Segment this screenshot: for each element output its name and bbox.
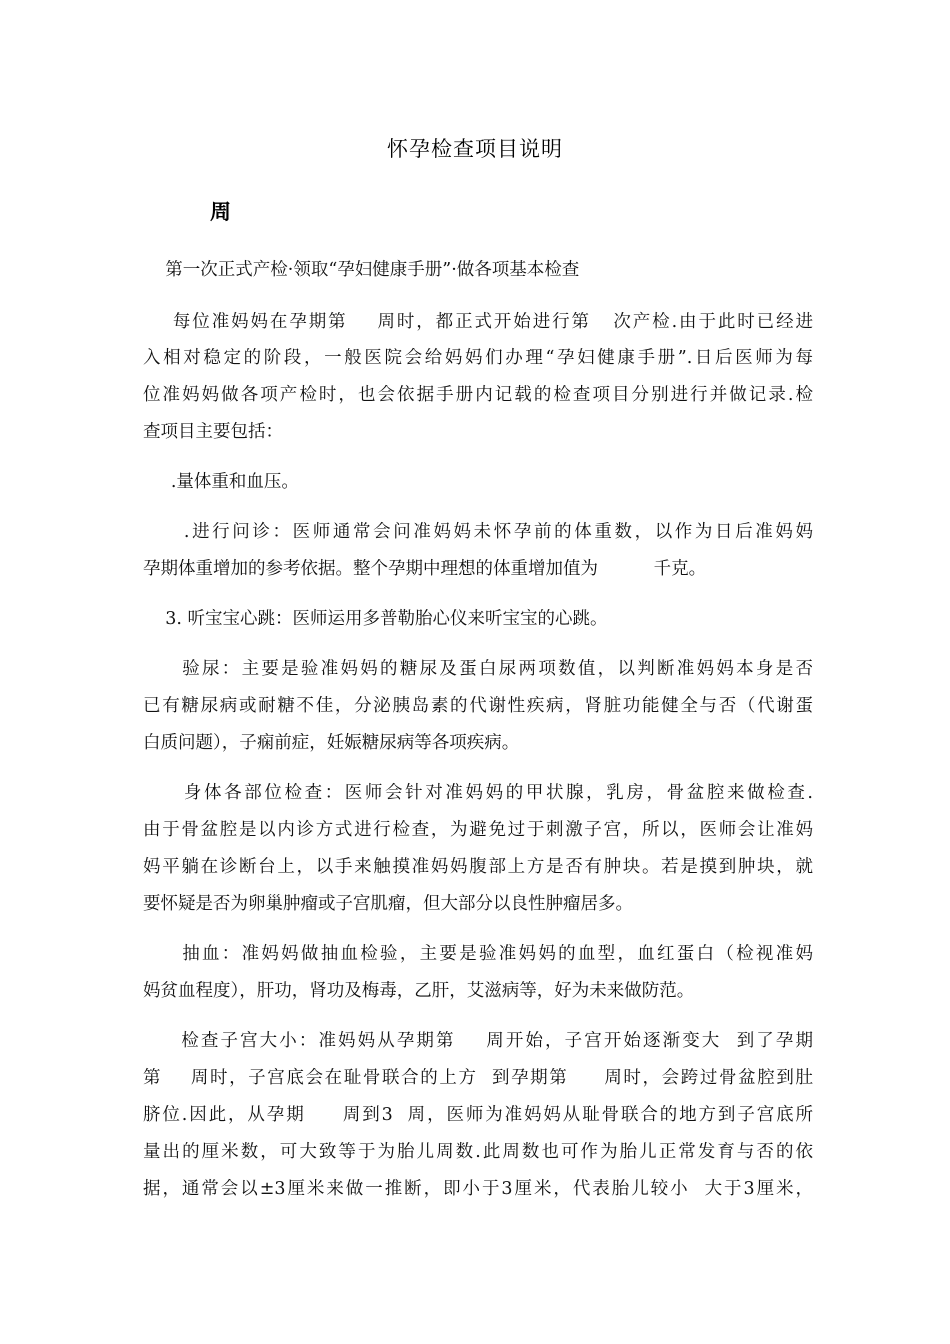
paragraph-line: 每位准妈妈在孕期第 周时，都正式开始进行第 次产检.由于此时已经进 <box>143 312 813 332</box>
paragraph-line: 脐位.因此，从孕期 周到3 周，医师为准妈妈从耻骨联合的地方到子宫底所 <box>143 1105 813 1125</box>
paragraph-line: 妈平躺在诊断台上，以手来触摸准妈妈腹部上方是否有肿块。若是摸到肿块，就 <box>143 857 813 877</box>
paragraph-line: 白质问题），子痫前症，妊娠糖尿病等各项疾病。 <box>143 733 520 753</box>
paragraph-line: 验尿：主要是验准妈妈的糖尿及蛋白尿两项数值，以判断准妈妈本身是否 <box>143 659 813 679</box>
paragraph-line: 已有糖尿病或耐糖不佳，分泌胰岛素的代谢性疾病，肾脏功能健全与否（代谢蛋 <box>143 696 813 716</box>
paragraph-line: 妈贫血程度），肝功，肾功及梅毒，乙肝，艾滋病等，好为未来做防范。 <box>143 981 695 1001</box>
paragraph-line: 据，通常会以±3厘米来做一推断，即小于3厘米，代表胎儿较小 大于3厘米， <box>143 1179 813 1199</box>
paragraph-line: 要怀疑是否为卵巢肿瘤或子宫肌瘤，但大部分以良性肿瘤居多。 <box>143 894 633 914</box>
list-item: .量体重和血压。 <box>143 472 299 492</box>
week-heading: 周 <box>210 200 231 224</box>
paragraph-line: 量出的厘米数，可大致等于为胎儿周数.此周数也可作为胎儿正常发育与否的依 <box>143 1142 813 1162</box>
paragraph-line: 检查子宫大小：准妈妈从孕期第 周开始，子宫开始逐渐变大 到了孕期 <box>143 1031 813 1051</box>
paragraph-line: 第一次正式产检·领取“孕妇健康手册”·做各项基本检查 <box>143 260 580 280</box>
paragraph-line: 查项目主要包括： <box>143 422 283 442</box>
paragraph-line: 孕期体重增加的参考依据。整个孕期中理想的体重增加值为 千克。 <box>143 559 707 579</box>
paragraph-line: 入相对稳定的阶段，一般医院会给妈妈们办理“孕妇健康手册”.日后医师为每 <box>143 348 813 368</box>
paragraph-line: 身体各部位检查：医师会针对准妈妈的甲状腺，乳房，骨盆腔来做检查. <box>143 783 813 803</box>
document-title: 怀孕检查项目说明 <box>387 137 563 161</box>
paragraph-line: 抽血：准妈妈做抽血检验，主要是验准妈妈的血型，血红蛋白（检视准妈 <box>143 944 813 964</box>
paragraph-line: 第 周时，子宫底会在耻骨联合的上方 到孕期第 周时，会跨过骨盆腔到肚 <box>143 1068 813 1088</box>
paragraph-line: 由于骨盆腔是以内诊方式进行检查，为避免过于刺激子宫，所以，医师会让准妈 <box>143 820 813 840</box>
list-item: .进行问诊：医师通常会问准妈妈未怀孕前的体重数，以作为日后准妈妈 <box>143 522 813 542</box>
paragraph-line: 位准妈妈做各项产检时，也会依据手册内记载的检查项目分别进行并做记录.检 <box>143 385 813 405</box>
list-item: 3. 听宝宝心跳：医师运用多普勒胎心仪来听宝宝的心跳。 <box>143 609 608 629</box>
